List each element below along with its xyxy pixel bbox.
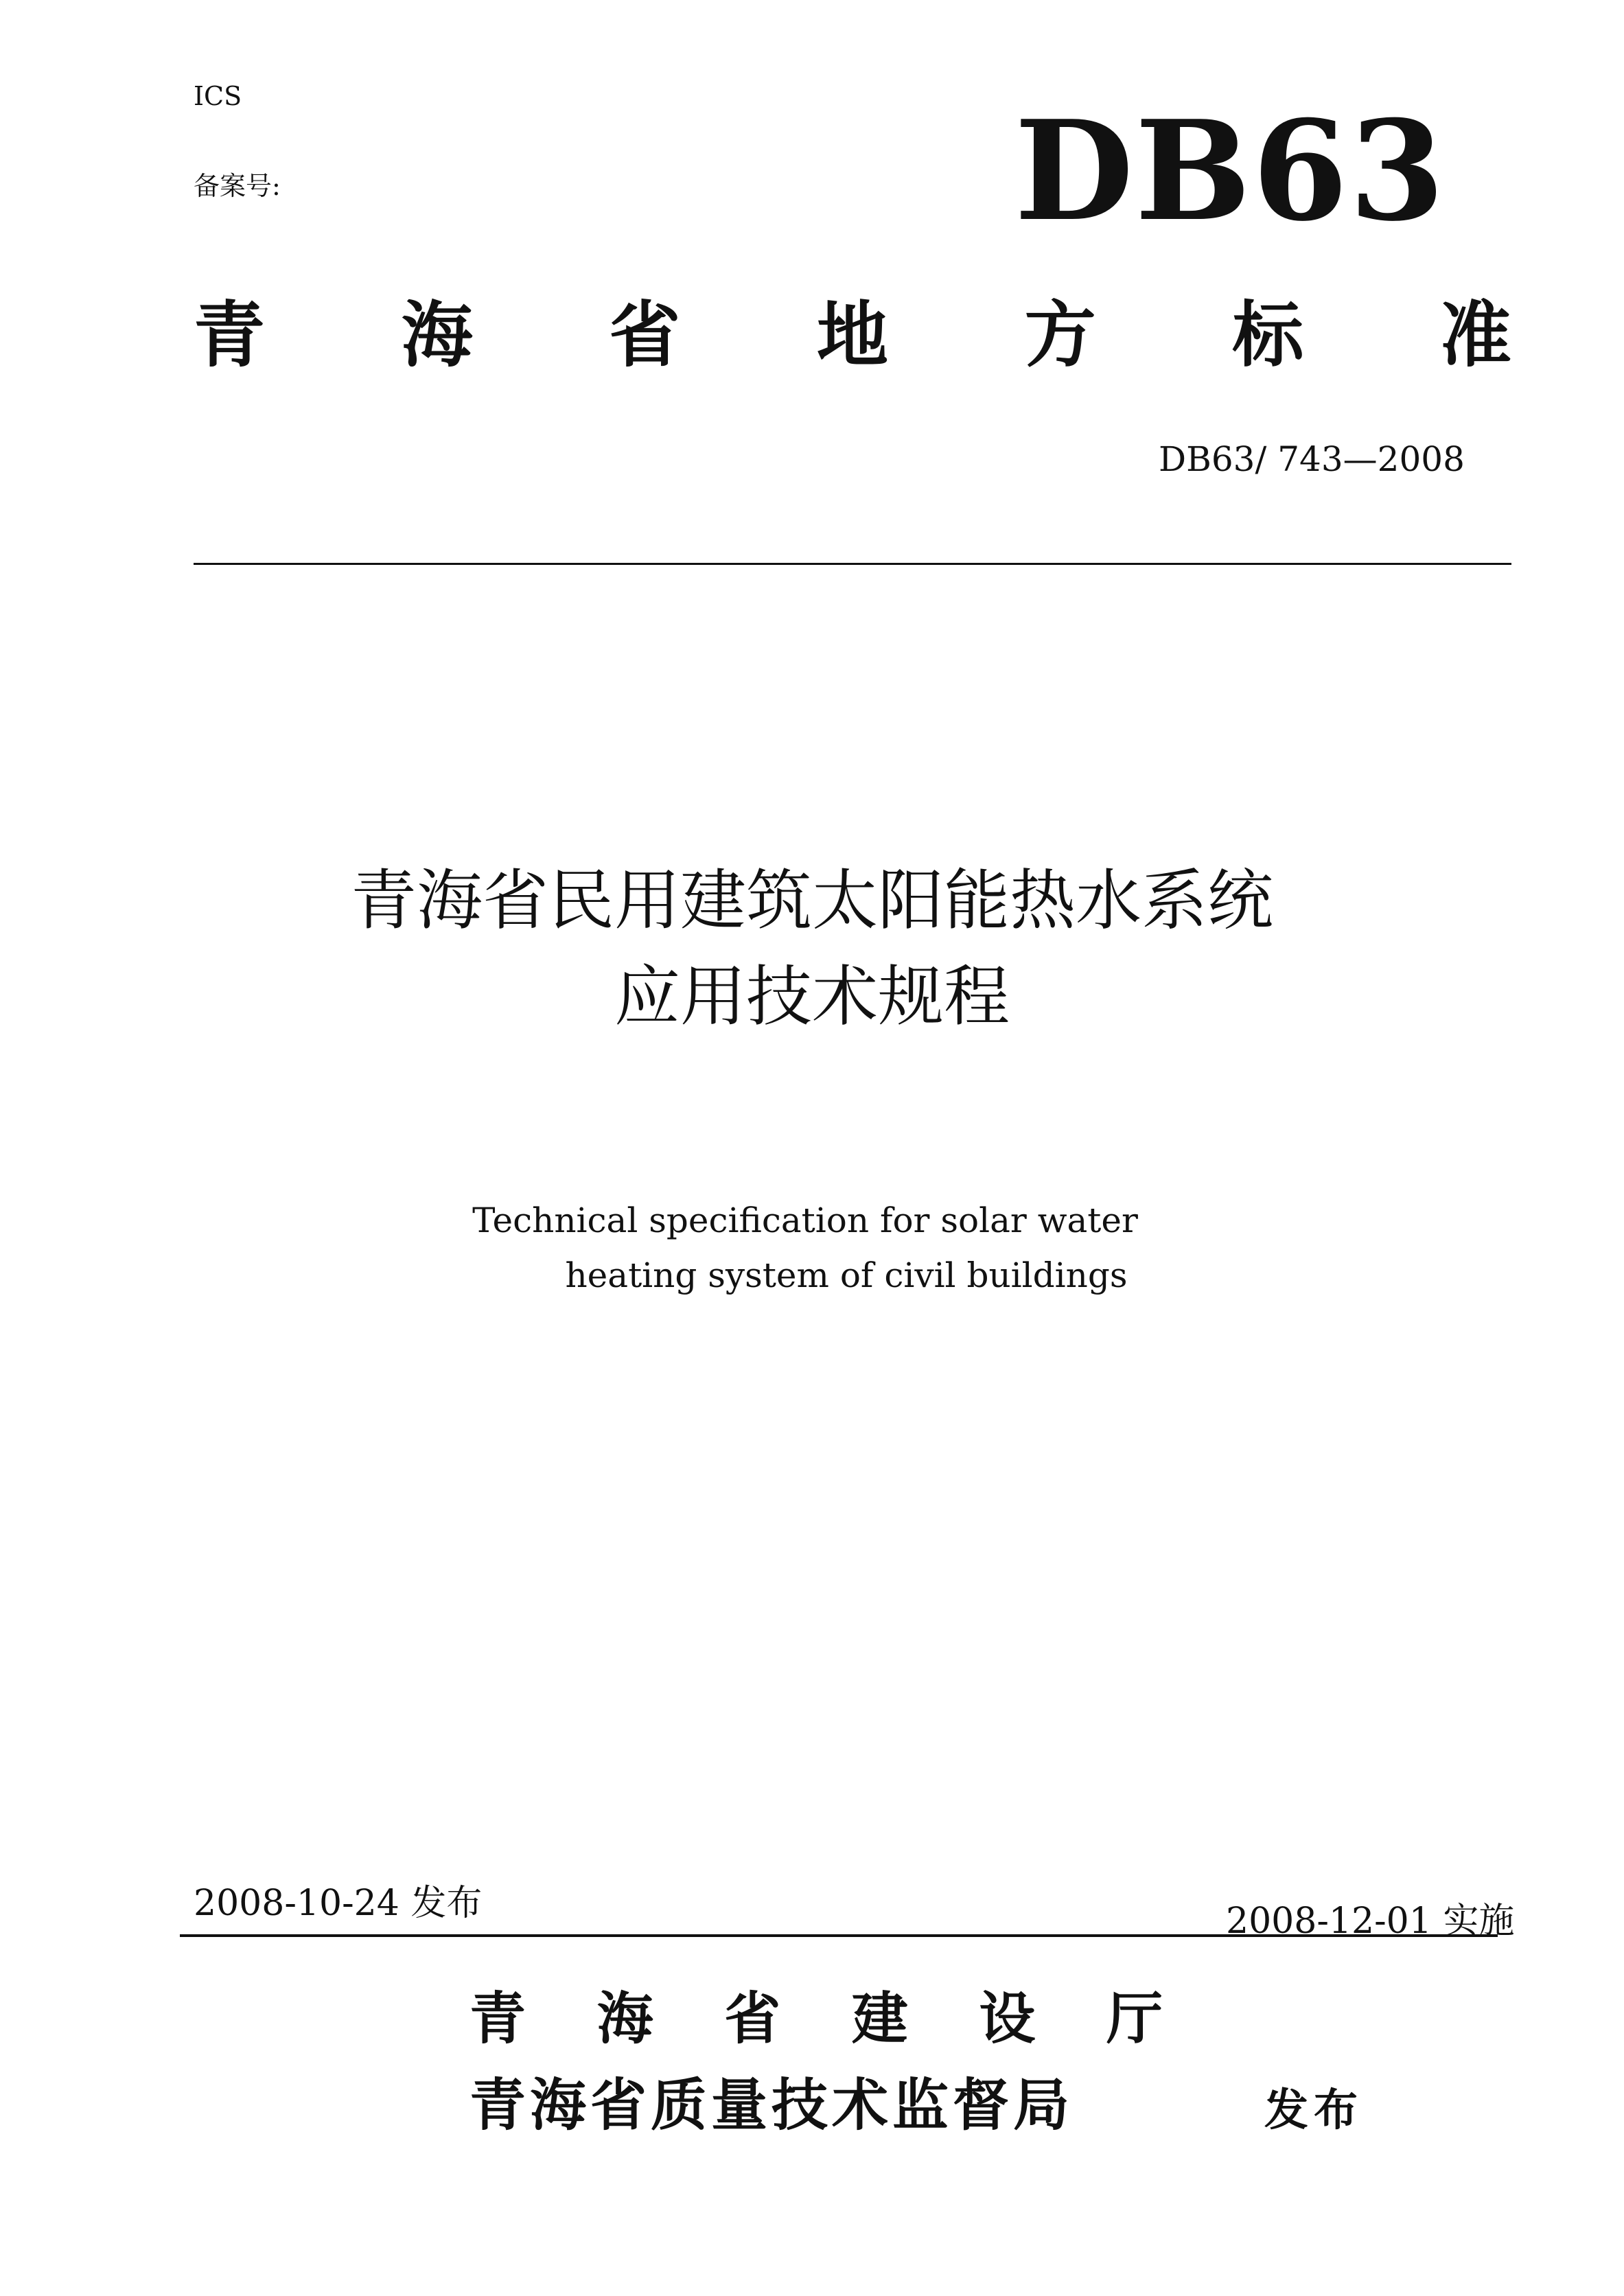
issue-date: 2008-10-24 发布: [194, 1883, 483, 1924]
issuer-construction-dept: [469, 1985, 1163, 2054]
english-title-line-2: heating system of civil buildings: [565, 1255, 1128, 1295]
publish-label: 发布: [1264, 2085, 1363, 2136]
issuer-char: 建: [851, 1986, 908, 2052]
standard-type-char: 青: [194, 293, 266, 377]
top-divider: [194, 563, 1511, 565]
standard-number: DB63/ 743—2008: [1159, 439, 1465, 479]
issuer-char: 厅: [1106, 1986, 1163, 2052]
standard-type-char: 海: [401, 293, 473, 377]
standard-type-char: 标: [1232, 293, 1304, 377]
issuer-char: 设: [979, 1986, 1036, 2052]
standard-code-mark: DB63: [1014, 91, 1446, 252]
chinese-title-line-2: 应用技术规程: [614, 958, 1010, 1035]
issuer-quality-bureau: 青海省质量技术监督局: [469, 2073, 1074, 2138]
chinese-title-line-1: 青海省民用建筑太阳能热水系统: [351, 862, 1273, 939]
ics-label: ICS: [194, 81, 242, 111]
bottom-divider: [180, 1934, 1498, 1937]
standard-type-heading: [194, 294, 1511, 376]
issuer-char: 海: [596, 1986, 653, 2052]
standard-type-char: 地: [816, 293, 888, 377]
standard-type-char: 方: [1024, 293, 1096, 377]
issuer-char: 省: [724, 1986, 781, 2052]
record-number-label: 备案号:: [194, 171, 281, 201]
issuer-char: 青: [469, 1986, 526, 2052]
implementation-date: 2008-12-01 实施: [1226, 1901, 1515, 1942]
english-title-line-1: Technical specification for solar water: [472, 1201, 1138, 1240]
standard-type-char: 准: [1439, 293, 1511, 377]
standard-type-char: 省: [609, 293, 681, 377]
